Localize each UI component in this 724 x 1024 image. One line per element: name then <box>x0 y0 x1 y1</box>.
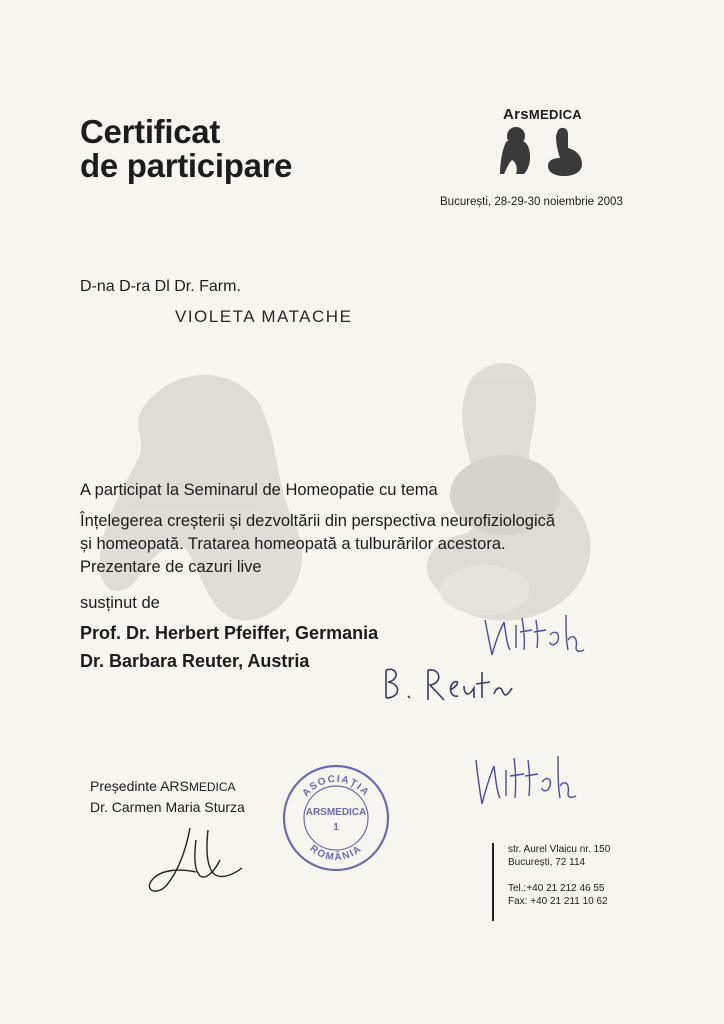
address-street: str. Aurel Vlaicu nr. 150 <box>508 844 611 855</box>
address-block <box>492 843 610 921</box>
address-city: București, 72 114 <box>508 857 586 868</box>
seminar-topic <box>80 510 620 579</box>
address-fax: Fax: +40 21 211 10 62 <box>508 896 608 907</box>
salutation: D-na D-ra Dl Dr. Farm. <box>80 278 241 295</box>
stamp-number: 1 <box>333 822 339 833</box>
address-tel: Tel.:+40 21 212 46 55 <box>508 883 605 894</box>
topic-line-3: Prezentare de cazuri live <box>80 558 262 576</box>
stamp-center-text: ARSMEDICA <box>305 807 367 818</box>
president-role: Președinte ARSMEDICA <box>90 778 236 794</box>
supported-by-text: susținut de <box>80 594 160 612</box>
reuter-signature <box>378 658 528 708</box>
title-line-1: Certificat <box>80 113 221 150</box>
president-name: Dr. Carmen Maria Sturza <box>90 799 245 815</box>
second-signature <box>470 752 580 812</box>
president-signature <box>138 820 248 900</box>
certificate-title <box>80 115 292 183</box>
title-line-2: de participare <box>80 147 293 184</box>
sculpture-logo-icon <box>500 124 590 176</box>
pfeiffer-signature <box>480 610 590 660</box>
stamp-top-text: ASOCIAȚIA <box>300 773 372 800</box>
participant-name: VIOLETA MATACHE <box>175 307 353 326</box>
lecturer-1: Prof. Dr. Herbert Pfeiffer, Germania <box>80 623 379 643</box>
association-stamp <box>280 762 392 874</box>
intro-text: A participat la Seminarul de Homeopatie cu tema <box>80 481 438 499</box>
brand-name: ArsMEDICA <box>503 106 582 123</box>
stamp-bottom-text: ROMÂNIA <box>307 843 365 864</box>
lecturer-2: Dr. Barbara Reuter, Austria <box>80 651 310 671</box>
topic-line-2: și homeopată. Tratarea homeopată a tulburărilor acestora. <box>80 535 506 553</box>
topic-line-1: Înțelegerea creșterii și dezvoltării din perspectiva neurofiziologică <box>80 512 556 530</box>
event-date: București, 28-29-30 noiembrie 2003 <box>440 196 623 208</box>
svg-text:ROMÂNIA <box>308 843 365 863</box>
